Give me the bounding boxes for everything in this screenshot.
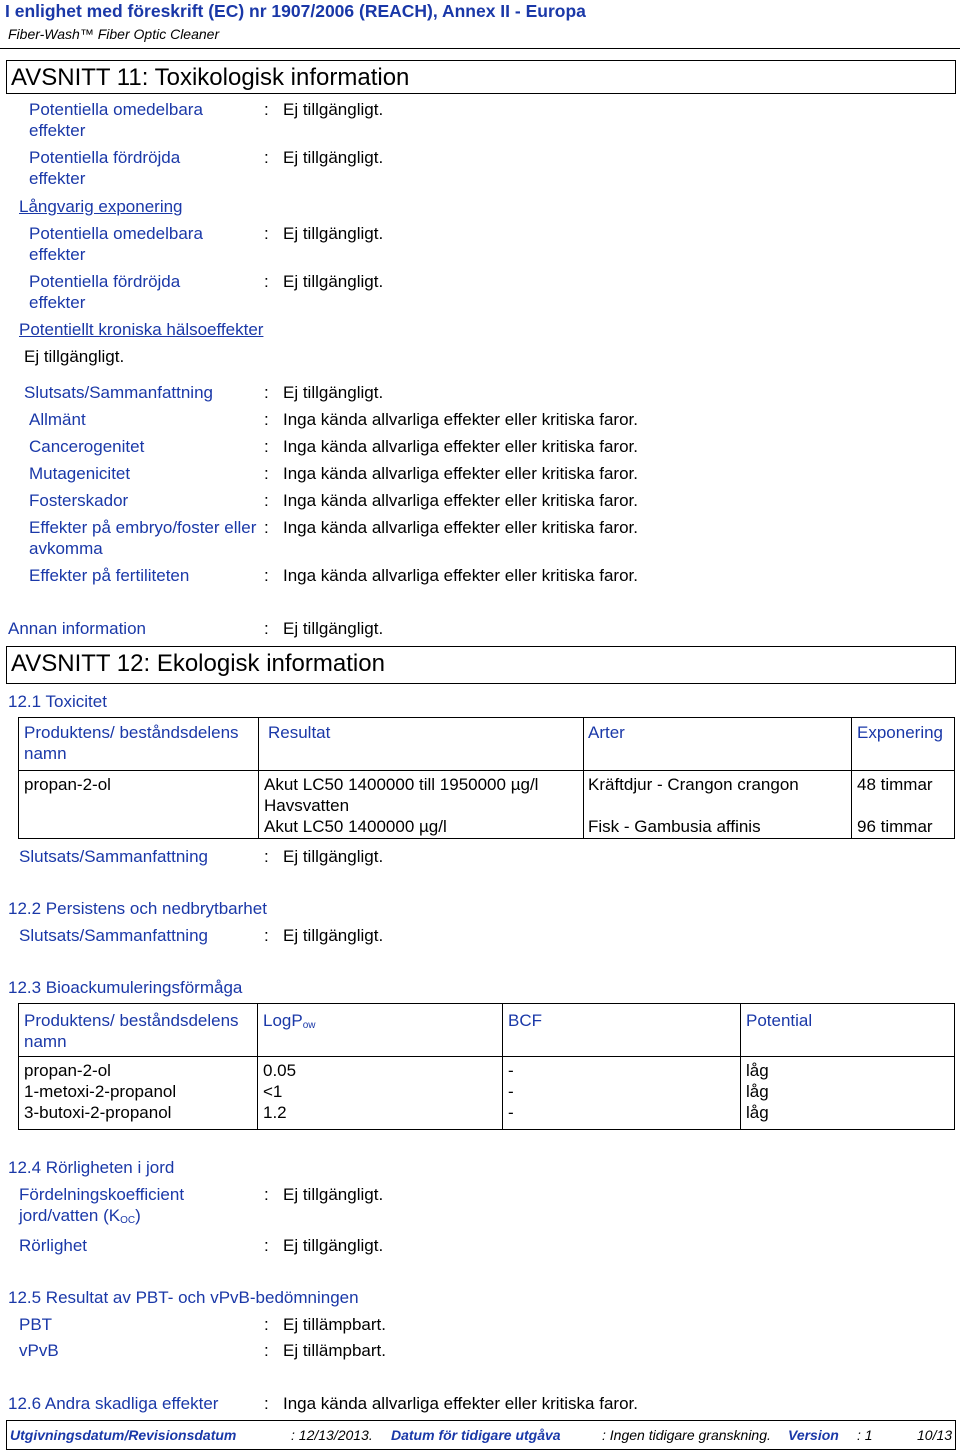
colon: : [264, 847, 269, 866]
tox-exposure-1: 48 timmar [857, 775, 933, 794]
s11-summary-label: Slutsats/Sammanfattning [24, 383, 213, 402]
colon: : [264, 1185, 269, 1204]
other-effects-heading: 12.6 Andra skadliga effekter [8, 1394, 219, 1413]
koc-label-line2 [19, 1205, 141, 1231]
mobility-value: Ej tillgängligt. [283, 1236, 384, 1255]
tox-species-1: Kräftdjur - Crangon crangon [588, 775, 799, 794]
toxicity-heading: 12.1 Toxicitet [8, 692, 107, 711]
colon: : [264, 518, 269, 537]
section-12-title: AVSNITT 12: Ekologisk information [11, 650, 385, 677]
tox-header-species: Arter [588, 723, 625, 742]
bio-row-logp: 0.05 [263, 1061, 297, 1080]
developmental-effects-value: Inga kända allvarliga effekter eller kritiska faror. [283, 518, 638, 537]
s11-delayed-effects-value: Ej tillgängligt. [283, 148, 384, 167]
pbt-heading: 12.5 Resultat av PBT- och vPvB-bedömningen [8, 1288, 359, 1307]
bio-row-potential: låg [746, 1082, 769, 1101]
bio-header-name: Produktens/ beståndsdelens namn [24, 1011, 239, 1051]
tox-species-2: Fisk - Gambusia affinis [588, 817, 761, 836]
general-value: Inga kända allvarliga effekter eller kritiska faror. [283, 410, 638, 429]
mutagenicity-label: Mutagenicitet [29, 464, 131, 483]
bio-row-name: 1-metoxi-2-propanol [24, 1082, 177, 1101]
koc-subscript: OC [120, 1215, 136, 1226]
product-name: Fiber-Wash™ Fiber Optic Cleaner [8, 26, 220, 42]
s11-long-delayed-value: Ej tillgängligt. [283, 272, 384, 291]
tox-header-name: Produktens/ beståndsdelens namn [24, 723, 239, 763]
tox-exposure-2: 96 timmar [857, 817, 933, 836]
pbt-label: PBT [19, 1315, 53, 1334]
s11-delayed-effects-label: Potentiella fördröjda effekter [29, 148, 181, 188]
colon: : [264, 1315, 269, 1334]
tox-product-name: propan-2-ol [24, 775, 111, 794]
version-value: : 1 [857, 1427, 873, 1443]
colon: : [264, 926, 269, 945]
document-regulation-title: I enlighet med föreskrift (EC) nr 1907/2006 (REACH), Annex II - Europa [5, 1, 586, 21]
mutagenicity-value: Inga kända allvarliga effekter eller kritiska faror. [283, 464, 638, 483]
s11-immediate-effects-label: Potentiella omedelbara effekter [29, 100, 203, 140]
page-number: 10/13 [917, 1427, 953, 1443]
persistence-summary-value: Ej tillgängligt. [283, 926, 384, 945]
carcinogenicity-label: Cancerogenitet [29, 437, 145, 456]
header-divider [19, 770, 954, 771]
vpvb-label: vPvB [19, 1341, 59, 1360]
koc-label-close: ) [135, 1206, 141, 1225]
fertility-effects-label: Effekter på fertiliteten [29, 566, 190, 585]
colon: : [264, 491, 269, 510]
tox-header-exposure: Exponering [857, 723, 944, 742]
colon: : [264, 464, 269, 483]
header-divider [0, 48, 960, 49]
colon: : [264, 1341, 269, 1360]
teratogenicity-value: Inga kända allvarliga effekter eller kritiska faror. [283, 491, 638, 510]
tox-summary-label: Slutsats/Sammanfattning [19, 847, 208, 866]
s11-long-immediate-label: Potentiella omedelbara effekter [29, 224, 203, 264]
other-effects-value: Inga kända allvarliga effekter eller kritiska faror. [283, 1394, 638, 1413]
s11-immediate-effects-value: Ej tillgängligt. [283, 100, 384, 119]
s11-long-delayed-label: Potentiella fördröjda effekter [29, 272, 181, 312]
koc-value: Ej tillgängligt. [283, 1185, 384, 1204]
persistence-heading: 12.2 Persistens och nedbrytbarhet [8, 899, 267, 918]
issue-date-label: Utgivningsdatum/Revisionsdatum [10, 1427, 237, 1443]
chronic-effects-heading: Potentiellt kroniska hälsoeffekter [19, 320, 264, 339]
bio-row-bcf: - [508, 1082, 514, 1101]
version-label: Version [788, 1427, 839, 1443]
bio-row-name: propan-2-ol [24, 1061, 111, 1080]
colon: : [264, 1394, 269, 1413]
bio-row-logp: 1.2 [263, 1103, 287, 1122]
fertility-effects-value: Inga kända allvarliga effekter eller kritiska faror. [283, 566, 638, 585]
col-divider [583, 718, 584, 838]
bio-row-potential: låg [746, 1061, 769, 1080]
colon: : [264, 566, 269, 585]
section-11-header [6, 60, 956, 94]
general-label: Allmänt [29, 410, 86, 429]
developmental-effects-label: Effekter på embryo/foster eller avkomma [29, 518, 257, 558]
logp-subscript: ow [302, 1020, 316, 1031]
pbt-value: Ej tillämpbart. [283, 1315, 386, 1334]
tox-result-1-medium: Havsvatten [264, 796, 350, 815]
col-divider [851, 718, 852, 838]
koc-label-text: jord/vatten (K [19, 1206, 121, 1225]
bio-header-logp [263, 1010, 316, 1036]
s11-long-immediate-value: Ej tillgängligt. [283, 224, 384, 243]
colon: : [264, 1236, 269, 1255]
bio-row-potential: låg [746, 1103, 769, 1122]
section-12-header [6, 646, 956, 684]
tox-result-1: Akut LC50 1400000 till 1950000 µg/l [264, 775, 539, 794]
previous-date-value: : Ingen tidigare granskning. [602, 1427, 771, 1443]
bio-row-name: 3-butoxi-2-propanol [24, 1103, 172, 1122]
colon: : [264, 410, 269, 429]
page-footer [6, 1420, 956, 1450]
teratogenicity-label: Fosterskador [29, 491, 129, 510]
colon: : [264, 148, 269, 167]
col-divider [740, 1004, 741, 1129]
tox-header-result: Resultat [268, 723, 331, 742]
bio-header-bcf: BCF [508, 1011, 542, 1030]
section-11-title: AVSNITT 11: Toxikologisk information [11, 64, 410, 91]
colon: : [264, 272, 269, 291]
persistence-summary-label: Slutsats/Sammanfattning [19, 926, 208, 945]
chronic-effects-value: Ej tillgängligt. [24, 347, 125, 366]
s11-summary-value: Ej tillgängligt. [283, 383, 384, 402]
colon: : [264, 619, 269, 638]
other-info-label: Annan information [8, 619, 146, 638]
tox-summary-value: Ej tillgängligt. [283, 847, 384, 866]
bio-row-logp: <1 [263, 1082, 283, 1101]
colon: : [264, 100, 269, 119]
bioaccumulation-heading: 12.3 Bioackumuleringsförmåga [8, 978, 243, 997]
issue-date-value: : 12/13/2013. [291, 1427, 373, 1443]
col-divider [257, 1004, 258, 1129]
col-divider [258, 718, 259, 838]
carcinogenicity-value: Inga kända allvarliga effekter eller kritiska faror. [283, 437, 638, 456]
col-divider [502, 1004, 503, 1129]
bio-row-bcf: - [508, 1103, 514, 1122]
toxicity-table [18, 717, 955, 839]
logp-label: LogP [263, 1011, 303, 1030]
bio-header-potential: Potential [746, 1011, 813, 1030]
vpvb-value: Ej tillämpbart. [283, 1341, 386, 1360]
colon: : [264, 383, 269, 402]
bioaccumulation-table [18, 1003, 955, 1130]
mobility-label: Rörlighet [19, 1236, 88, 1255]
header-divider [19, 1056, 954, 1057]
tox-result-2: Akut LC50 1400000 µg/l [264, 817, 447, 836]
koc-label-line1: Fördelningskoefficient [19, 1185, 185, 1204]
bio-row-bcf: - [508, 1061, 514, 1080]
other-info-value: Ej tillgängligt. [283, 619, 384, 638]
previous-date-label: Datum för tidigare utgåva [391, 1427, 561, 1443]
long-exposure-heading: Långvarig exponering [19, 197, 183, 216]
soil-mobility-heading: 12.4 Rörligheten i jord [8, 1158, 175, 1177]
colon: : [264, 224, 269, 243]
colon: : [264, 437, 269, 456]
